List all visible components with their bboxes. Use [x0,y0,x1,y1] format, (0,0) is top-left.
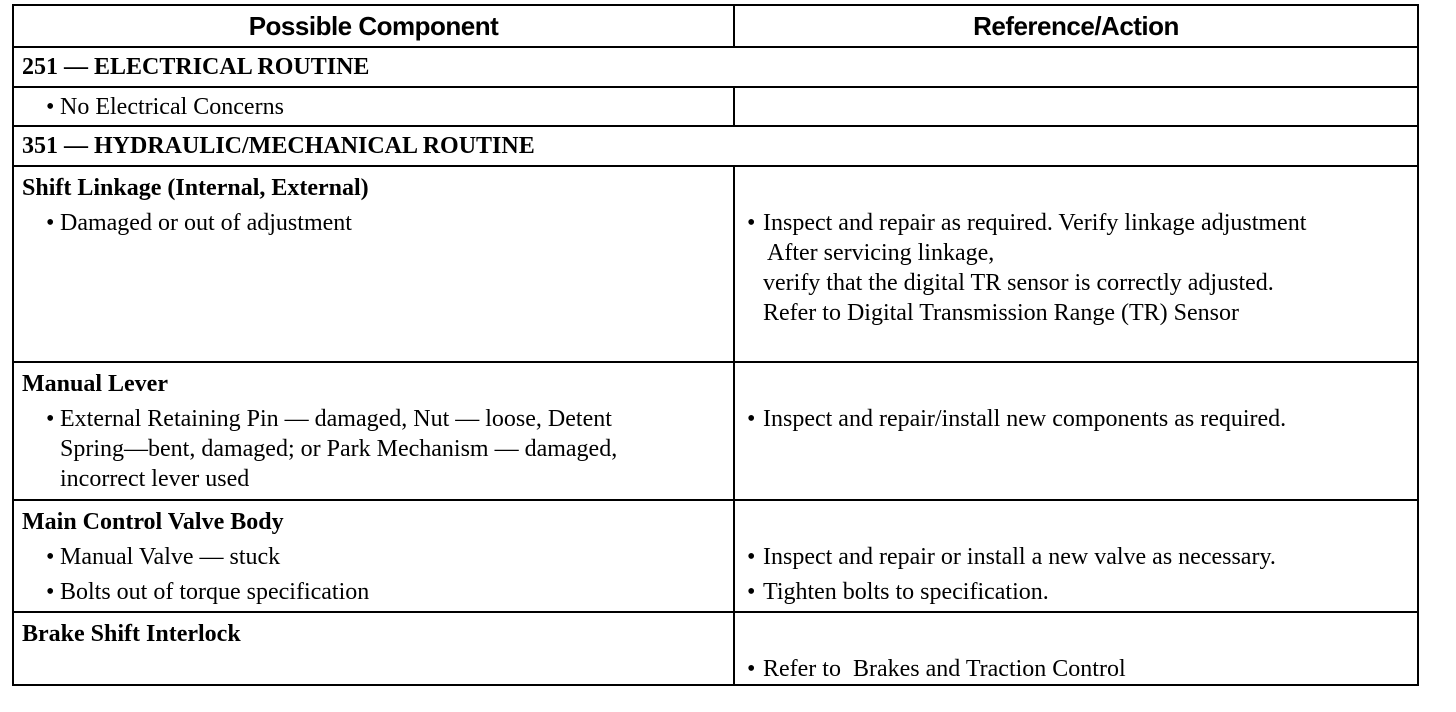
list-item [14,92,733,122]
bullet: • [747,656,756,682]
bullet: • [747,210,756,236]
table-row-manual-lever [13,362,1418,500]
bullet: • [46,406,55,432]
table-row-no-electrical [13,87,1418,126]
diagnostic-table-page [12,4,1417,686]
component-heading: Manual Lever [22,371,168,397]
list-item [14,404,733,494]
list-item [14,542,733,572]
bullet: • [46,579,55,605]
action-item [735,654,1417,684]
table-row-valve-body [13,500,1418,612]
bullet: • [46,544,55,570]
section-row-hydraulic [13,126,1418,166]
bullet: • [747,579,756,605]
action-text: verify that the digital TR sensor is correctly adjusted. [763,270,1274,296]
action-text: After servicing linkage, [767,240,995,266]
action-item [735,542,1417,572]
action-item [735,577,1417,607]
bullet: • [46,210,55,236]
action-text: Inspect and repair/install new components as required. [763,406,1287,432]
bullet: • [747,406,756,432]
action-text: Refer to Brakes and Traction Control [763,656,1126,682]
item-text: incorrect lever used [60,466,250,492]
component-heading: Brake Shift Interlock [22,621,241,647]
item-text: Bolts out of torque specification [60,579,370,605]
item-text: Damaged or out of adjustment [60,210,352,236]
action-text: Inspect and repair or install a new valve as necessary. [763,544,1276,570]
empty-action-cell [734,87,1418,126]
action-text: Inspect and repair as required. Verify linkage adjustment [763,210,1307,236]
table-row-shift-linkage [13,166,1418,362]
list-item [14,208,733,238]
item-text: External Retaining Pin — damaged, Nut — loose, Detent [60,406,612,432]
list-item [14,577,733,607]
item-text: Spring—bent, damaged; or Park Mechanism — damaged, [60,436,618,462]
bullet: • [747,544,756,570]
action-item [735,208,1417,238]
section-title-hydraulic: 351 — HYDRAULIC/MECHANICAL ROUTINE [13,126,1418,166]
section-title-electrical: 251 — ELECTRICAL ROUTINE [13,47,1418,87]
diagnostic-table [12,4,1419,686]
table-row-brake-interlock [13,612,1418,685]
action-text: Refer to Digital Transmission Range (TR) Sensor [763,300,1239,326]
header-row [13,5,1418,47]
section-row-electrical [13,47,1418,87]
item-text: No Electrical Concerns [60,94,284,120]
header-possible-component: Possible Component [13,5,734,47]
header-reference-action: Reference/Action [734,5,1418,47]
bullet: • [46,94,55,120]
item-text: Manual Valve — stuck [60,544,281,570]
action-text: Tighten bolts to specification. [763,579,1049,605]
component-heading: Shift Linkage (Internal, External) [22,175,369,201]
component-heading: Main Control Valve Body [22,509,284,535]
action-item [735,404,1417,434]
